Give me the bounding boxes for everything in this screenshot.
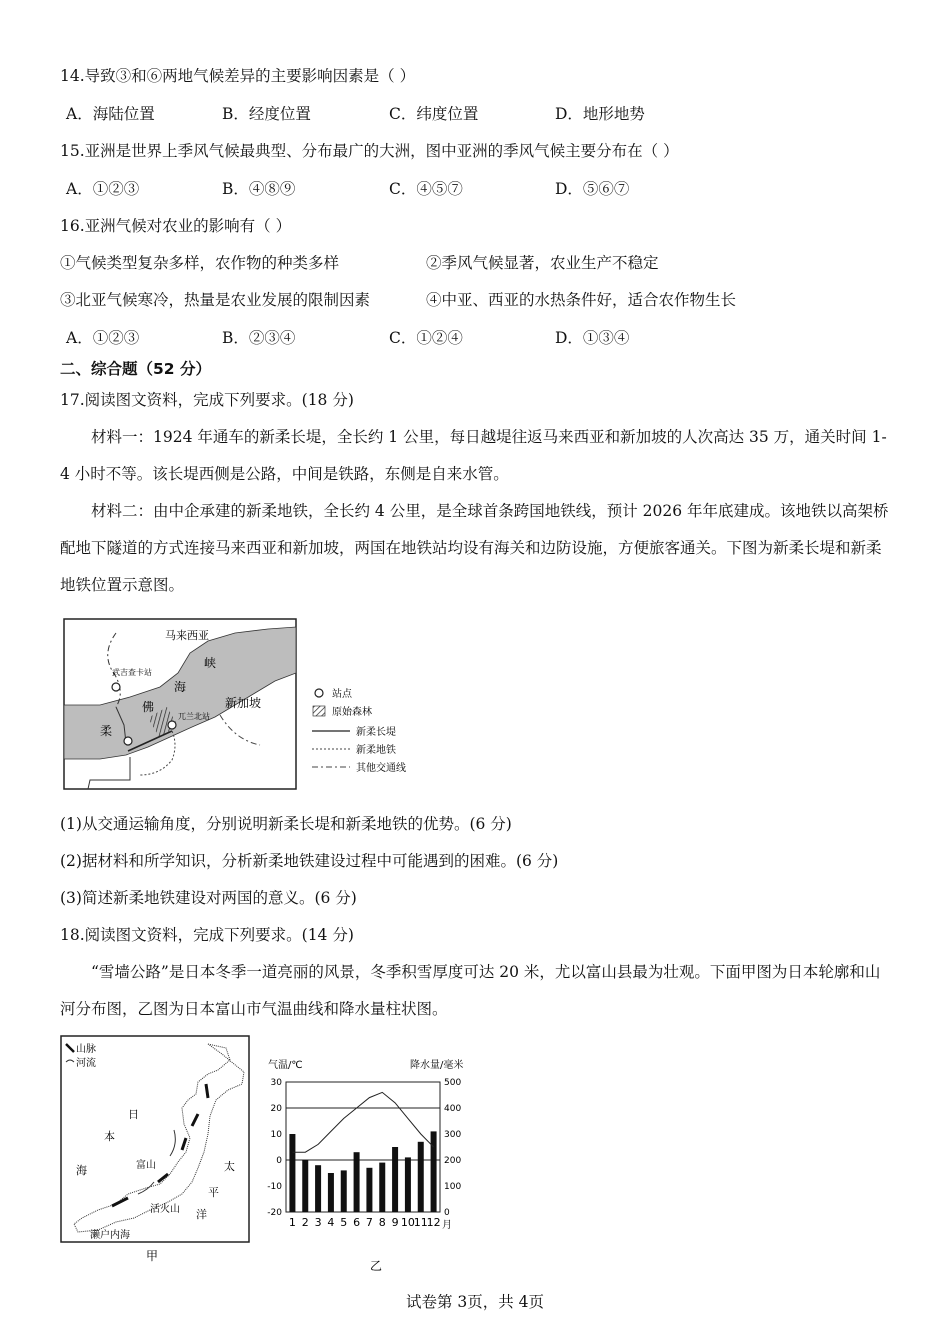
y-axis-left-label: 气温/℃ [268, 1060, 303, 1071]
chart-caption-yi: 乙 [370, 1259, 383, 1273]
x-tick-4: 4 [327, 1216, 335, 1229]
sea-japan-char-1: 日 [128, 1108, 139, 1121]
q16-option-b: B．②③④ [222, 329, 296, 347]
q16-statement-2: ②季风气候显著，农业生产不稳定 [426, 254, 659, 272]
q18-material: “雪墙公路”是日本冬季一道亮丽的风景，冬季积雪厚度可达 20 米，尤以富山县最为壮观。下面甲图为日本轮廓和山河分布图，乙图为日本富山市气温曲线和降水量柱状图。 [60, 963, 881, 1018]
label-singapore: 新加坡 [225, 696, 262, 710]
legend-forest-label: 原始森林 [332, 707, 372, 718]
sea-japan-char-3: 海 [76, 1164, 87, 1177]
label-malaysia: 马来西亚 [165, 629, 209, 642]
temperature-line [292, 1092, 433, 1152]
sea-pacific-char-3: 洋 [196, 1208, 207, 1221]
y-tick-right-5: 0 [444, 1208, 450, 1218]
q17-sub-3: (3)简述新柔地铁建设对两国的意义。(6 分) [60, 889, 357, 907]
x-tick-9: 9 [391, 1216, 399, 1229]
legend-river-label: 河流 [76, 1058, 96, 1069]
y-tick-right-4: 100 [444, 1182, 462, 1192]
y-tick-right-1: 400 [444, 1104, 462, 1114]
q14-stem: 14.导致③和⑥两地气候差异的主要影响因素是（ ） [60, 67, 416, 85]
label-station-woodlands: 兀兰北站 [178, 712, 210, 721]
q17-material-1: 材料一：1924 年通车的新柔长堤，全长约 1 公里，每日越堤往返马来西亚和新加坡的人次高达 35 万，通关时间 1-4 小时不等。该长堤西侧是公路，中间是铁路，东侧是自来水管。 [60, 428, 887, 483]
sea-japan-char-2: 本 [104, 1130, 115, 1143]
x-axis-label: 月 [442, 1220, 452, 1231]
y-tick-right-3: 200 [444, 1156, 462, 1166]
x-tick-11: 11 [413, 1216, 428, 1229]
q14-option-c: C．纬度位置 [389, 105, 479, 123]
label-inland-sea: 濑户内海 [90, 1230, 130, 1241]
x-tick-6: 6 [353, 1216, 361, 1229]
legend-mountain-label: 山脉 [76, 1044, 96, 1055]
legend-metro-label: 新柔地铁 [356, 745, 396, 756]
precip-bar-1 [289, 1134, 295, 1212]
q16-option-c: C．①②④ [389, 329, 463, 347]
precip-bar-3 [315, 1165, 321, 1212]
label-volcano: 活火山 [150, 1204, 180, 1215]
precip-bar-12 [431, 1131, 437, 1212]
y-tick-right-2: 300 [444, 1130, 462, 1140]
precip-bar-2 [302, 1160, 308, 1212]
precip-bar-11 [418, 1142, 424, 1212]
q16-statement-1: ①气候类型复杂多样，农作物的种类多样 [60, 254, 340, 272]
q17-location-map [60, 615, 440, 793]
map-caption-jia: 甲 [146, 1249, 159, 1263]
precip-bar-7 [366, 1168, 372, 1212]
station-marker-2 [168, 721, 176, 729]
station-marker-1 [112, 683, 120, 691]
legend-forest-icon [313, 706, 325, 716]
q16-statement-3: ③北亚气候寒冷，热量是农业发展的限制因素 [60, 291, 371, 309]
q15-option-d: D．⑤⑥⑦ [555, 180, 630, 198]
q14-option-a: A．海陆位置 [66, 105, 155, 123]
q15-option-a: A．①②③ [66, 180, 140, 198]
station-marker-3 [124, 737, 132, 745]
q16-option-d: D．①③④ [555, 329, 630, 347]
legend-other-label: 其他交通线 [356, 763, 406, 774]
y-tick-left-4: -10 [267, 1182, 282, 1192]
q17-stem: 17.阅读图文资料，完成下列要求。(18 分) [60, 391, 354, 409]
x-tick-1: 1 [288, 1216, 296, 1229]
strait-char-2: 佛 [142, 700, 155, 714]
precip-bar-5 [341, 1170, 347, 1212]
q18-stem: 18.阅读图文资料，完成下列要求。(14 分) [60, 926, 354, 944]
q15-option-b: B．④⑧⑨ [222, 180, 296, 198]
x-tick-3: 3 [314, 1216, 322, 1229]
label-toyama: 富山 [136, 1160, 156, 1171]
label-station-bukit: 武吉查卡站 [112, 668, 152, 677]
x-tick-5: 5 [340, 1216, 348, 1229]
sea-pacific-char-1: 太 [224, 1160, 235, 1173]
q18-japan-map [58, 1034, 254, 1264]
x-tick-2: 2 [301, 1216, 309, 1229]
y-tick-left-2: 10 [270, 1130, 282, 1140]
y-tick-right-0: 500 [444, 1078, 462, 1088]
q16-stem: 16.亚洲气候对农业的影响有（ ） [60, 217, 292, 235]
section-title: 二、综合题（52 分） [60, 360, 211, 378]
y-tick-left-3: 0 [276, 1156, 282, 1166]
q15-stem: 15.亚洲是世界上季风气候最典型、分布最广的大洲，图中亚洲的季风气候主要分布在（ ） [60, 142, 679, 160]
x-tick-10: 10 [400, 1216, 415, 1229]
q17-sub-1: (1)从交通运输角度，分别说明新柔长堤和新柔地铁的优势。(6 分) [60, 815, 512, 833]
y-tick-left-5: -20 [267, 1208, 282, 1218]
strait-char-3: 海 [174, 680, 187, 694]
strait-char-1: 柔 [100, 724, 113, 738]
precip-bar-6 [354, 1152, 360, 1212]
q17-material-2: 材料二：由中企承建的新柔地铁，全长约 4 公里，是全球首条跨国地铁线，预计 2026 年年底建成。该地铁以高架桥配地下隧道的方式连接马来西亚和新加坡，两国在地铁站均设有海关和边防设施，方便旅客通关。下图为新柔长堤和新柔地铁位置示意图。 [60, 502, 889, 594]
q14-option-b: B．经度位置 [222, 105, 311, 123]
precip-bar-9 [392, 1147, 398, 1212]
y-tick-left-1: 20 [270, 1104, 282, 1114]
legend-station-icon [315, 689, 323, 697]
q15-option-c: C．④⑤⑦ [389, 180, 463, 198]
q16-option-a: A．①②③ [66, 329, 140, 347]
q16-statement-4: ④中亚、西亚的水热条件好，适合农作物生长 [426, 291, 737, 309]
page-footer: 试卷第 3页，共 4页 [405, 1293, 545, 1311]
y-axis-right-label: 降水量/毫米 [410, 1060, 464, 1071]
precip-bar-10 [405, 1157, 411, 1212]
legend-station-label: 站点 [332, 689, 352, 700]
precip-bar-8 [379, 1163, 385, 1212]
strait-char-4: 峡 [204, 656, 217, 670]
x-tick-7: 7 [365, 1216, 373, 1229]
sea-pacific-char-2: 平 [208, 1186, 219, 1199]
x-tick-12: 12 [426, 1216, 441, 1229]
legend-causeway-label: 新柔长堤 [356, 727, 396, 738]
q17-sub-2: (2)据材料和所学知识，分析新柔地铁建设过程中可能遇到的困难。(6 分) [60, 852, 559, 870]
q14-option-d: D．地形地势 [555, 105, 645, 123]
q18-climate-chart [262, 1054, 482, 1274]
x-tick-8: 8 [378, 1216, 386, 1229]
y-tick-left-0: 30 [270, 1078, 282, 1088]
plot-frame [286, 1082, 440, 1212]
precip-bar-4 [328, 1173, 334, 1212]
